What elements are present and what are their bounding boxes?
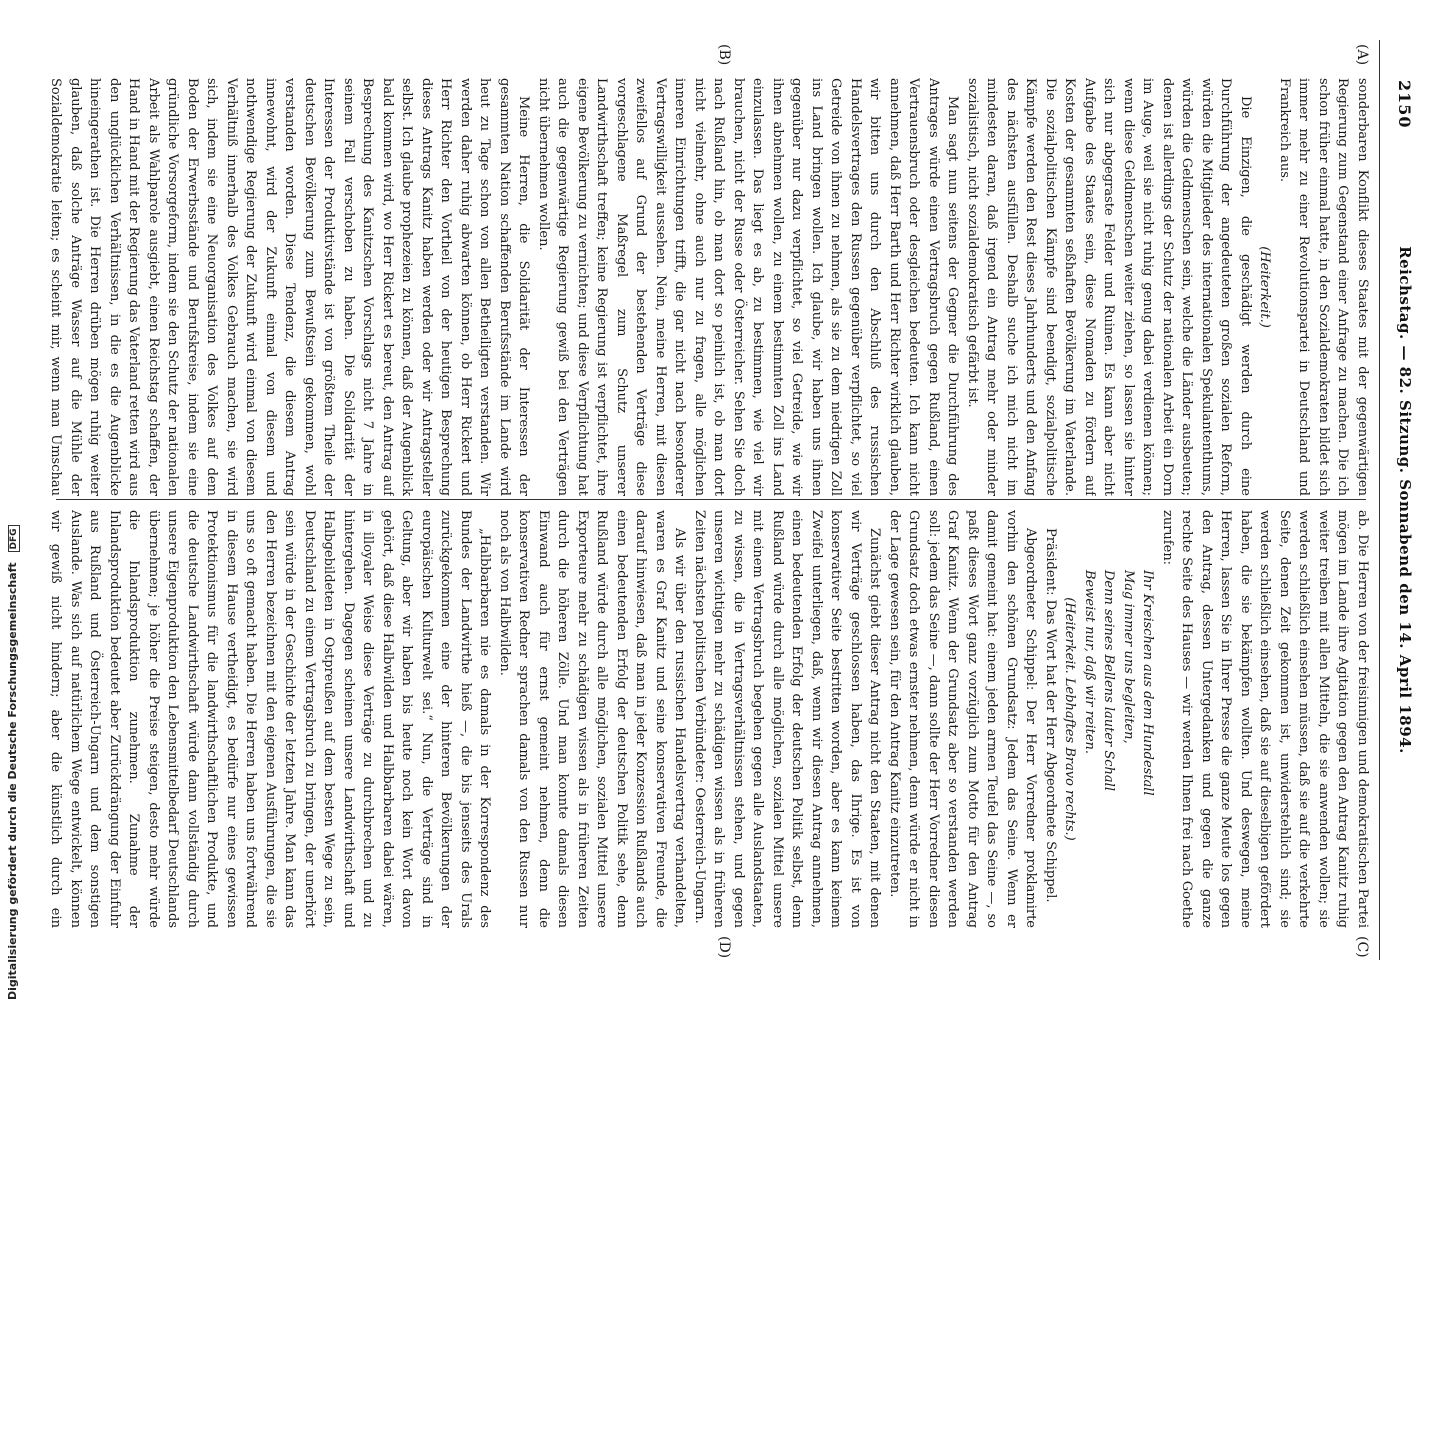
margin-letter-b: (B) (716, 44, 732, 66)
margin-letter-c: (C) (1354, 936, 1370, 958)
paragraph: ab. Die Herren von der freisinnigen und demokratischen Partei mögen im Lande ihre Agitation gegen den Antrag Kanitz ruhig weiter treiben mit allen Mitteln, die sie anwenden wollen; sie werden schließlich einsehen müssen, daß sie auf die verkehrte Seite, denen Zeit gekommen ist, unwiderstehlich sind; sie werden schließlich einsehen, daß sie auf dieselbigen gefördert haben, die sie bekämpfen wollten. Und deswegen, meine Herren, lassen Sie in Ihrer Presse die ganze Meute los gegen den Antrag, dessen Untergedanken und gegen die ganze rechte Seite des Hauses — wir werden Ihnen frei nach Goethe zurufen: (1160, 510, 1370, 928)
paragraph: Die Einzigen, die geschädigt werden durch eine Durchführung der angedeuteten großen sozialen Reform, würden die Mitglieder des internationalen Spekulantenthums, würden die Geldmenschen sein, welche die Länder ausbeuten; denen ist allerdings der Schutz der nationalen Arbeit ein Dorn im Auge, weil sie nicht ruhig genug dabei verdienen können; wenn diese Geldmenschen weiter ziehen, so lassen sie hinter sich nur abgegraste Felder und Ruinen. Es kann aber nicht Aufgabe des Staates sein, diese Nomaden zu fördern auf Kosten der gesammten seßhaften Bevölkerung im Vaterlande. Die sozialpolitischen Kämpfe sind beendigt, sozialpolitische Kämpfe werden den Rest dieses Jahrhunderts und den Anfang des nächsten ausfüllen. Deshalb suche ich mich nicht im mindesten daran, daß irgend ein Antrag mehr oder minder sozialistisch, nicht sozialdemokratisch gefärbt ist. (965, 78, 1253, 496)
page-header (1390, 40, 1424, 960)
paragraph: Zunächst giebt dieser Antrag nicht den Staaten, mit denen wir Verträge geschlossen haben, das Ihrige. Es ist von konservativer Seite bestritten worden, aber es kann keinem Zweifel unterliegen, daß, wenn wir diesen Antrag annehmen, einen bedeutenden Erfolg der deutschen Politik selbst, denn Rußland würde durch alle möglichen, sozialen Mittel unsere mit einem Vertragsbruch begehen gegen alle Auslandstaaten, zu wissen, die in Vertragsverhältnissen stehen, und gegen unseren wichtigen mehr zu schädigen wissen als in früheren Zeiten nächsten politischen Verbündeter: Oesterreich-Ungarn. (692, 510, 883, 928)
stage-direction: (Heiterkeit.) (1257, 246, 1273, 328)
speaker-paragraph: Abgeordneter Schippel: Der Herr Vorredner proklamirte vorhin den schönen Grundsatz: Jedem das Seine. Wenn er damit gemeint hat: einem jeden armen Teufel das Seine —, so paßt dieses Wort ganz vorzüglich zum Motto für den Antrag Graf Kanitz. Wenn der Grundsatz aber so verstanden werden soll: jedem das Seine —, dann sollte der Herr Vorredner diesen Grundsatz doch etwas ernster nehmen, denn würde er nicht in der Lage gewesen sein, für den Antrag Kanitz einzutreten. (887, 510, 1039, 928)
paragraph: „Halbbarbaren nie es damals in der Korrespondenz des Bundes der Landwirthe hieß —, die bis jenseits des Urals zurückgekommen eine der hinteren Bevölkerungen der europäischen Kulturwelt sei.“ Nun, die Verträge sind in Geltung, aber wir haben bis heute noch kein Wort davon gehört, daß diese Halbwilden und Halbbarbaren dabei wären, in illoyaler Weise diese Verträge zu durchbrechen und zu hintergehen. Dagegen scheinen unsere Landwirthschaft und Halbgebildeten in Ostpreußen auf dem besten Wege zu sein, Deutschland zu einem Vertragsbruch zu bringen, der unerhört sein würde in der Geschichte der letzten Jahre. Man kann das den Herren bezeichnen mit den eigenen Ausführungen, die sie uns so oft gemacht haben. Die Herren haben uns fortwährend in diesem Hause vertheidigt, es bedürfe nur eines gewissen Protektionismus für die landwirthschaftlichen Produkte, und die deutsche Landwirthschaft würde dann vollständig durch unsere Eigenproduktion den Lebensmittelbedarf Deutschlands übernehmen; je höher die Preise steigen, desto mehr würde die Inlandsproduktion zunehmen. Zunahme der Inlandsproduktion bedeutet aber Zurückdrängung der Einfuhr aus Rußland und Österreich-Ungarn und dem sonstigen Auslande. Was sich auf natürlichem Wege entwickelt, können wir gewiß nicht hindern; aber die künstlich durch ein (48, 510, 493, 928)
credit-text: Digitalisierung gefördert durch die Deutsche Forschungsgemeinschaft (6, 562, 19, 1000)
speaker-paragraph: Präsident: Das Wort hat der Herr Abgeordnete Schippel. (1043, 528, 1058, 903)
paragraph: Meine Herren, die Solidarität der Interessen der gesammten Nation schaffenden Berufsstände im Lande wird heut zu Tage schon von allen Betheiligten verstanden. Wir werden daher ruhig abwarten können, ob Herr Rickert und Herr Richter den Vortheil von der heutigen Besprechung dieses Antrags Kanitz haben werden oder wir Antragsteller selbst. Ich glaube prophezeien zu können, daß der Augenblick bald kommen wird, wo Herr Rickert es bereut, den Antrag auf Besprechung des Kanitzschen Vorschlags nicht 7 Jahre in seinem Fall verschoben zu haben. Die Solidarität der Interessen der Produktivstände ist von größtem Theile der deutschen Bevölkerung zum Bewußtsein gekommen, wohl verstanden worden. Diese Tendenz, die diesem Antrag innewohnt, wird der Zukunft einmal von diesem und nothwendige Regierung der Zukunft wird einmal von diesem Verhältniß innerhalb des Volkes Gebrauch machen, sie wird sich, indem sie eine Neuorganisation des Volkes auf dem Boden der Erwerbsstände und Berufskreise, indem sie eine gründliche Vorsorgeform, indem sie den Schutz der nationalen Arbeit als Wahlparole ausgiebt, einen Reichstag schaffen, der Hand in Hand mit der Regierung das Vaterland retten wird aus den unglücklichen Verhältnissen, in die es die Augenblicke hineingerathen ist. Die Herren drüben mögen ruhig weiter glauben, daß solche Anträge Wasser auf die Mühle der Sozialdemokratie leiten; es scheint mir, wenn man Umschau (48, 78, 532, 496)
verse-line: Ihr Kreischen aus dem Hundestall (1140, 570, 1156, 796)
paragraph: Als wir über den russischen Handelsvertrag verhandelten, waren es Graf Kanitz und seine konservativen Freunde, die darauf hinwiesen, daß man in jeder Konzession Rußlands auch einen bedeutenden Erfolg der deutschen Politik sehe, denn Rußland würde durch alle möglichen, sozialen Mittel unsere Exporteure mehr zu schädigen wissen als in früheren Zeiten durch die höheren Zölle. Und man konnte damals diesen Einwand auch für ernst gemeint nehmen, denn die konservativen Redner sprachen damals von den Russen nur noch als von Halbwilden. (497, 510, 688, 928)
verse-line: Beweist nur, daß wir reiten. (1082, 570, 1097, 755)
stage-direction: (Heiterkeit. Lebhaftes Bravo rechts.) (1062, 597, 1078, 841)
credit-text-wrapper (6, 528, 22, 1000)
running-head: Reichstag. — 82. Sitzung. Sonnabend den 14. April 1894. (1396, 246, 1414, 754)
verse-line: Denn seines Bellens lauter Schall (1101, 570, 1117, 791)
margin-letter-a: (A) (1354, 44, 1370, 66)
verse-line: Mag immer uns begleiten, (1121, 570, 1136, 744)
paragraph: Man sagt nun seitens der Gegner die Durchführung des Antrages würde einen Vertragsbruch gegen Rußland, einen Vertrauensbruch oder desgleichen bedeuten. Ich kann nicht annehmen, daß Herr Barth und Herr Richter wirklich glauben, wir bitten uns durch den Abschluß des russischen Handelsvertrages den Russen gegenüber verpflichtet, so viel Getreide von ihnen zu nehmen, als sie zu dem niedrigen Zoll ins Land bringen wollen. Ich glaube, wir haben uns ihnen gegenüber nur dazu verpflichtet, so viel Getreide, wie wir ihnen abnehmen wollen, zu einem bestimmten Zoll ins Land einzulassen. Das liegt es ab, zu bestimmen, wie viel wir brauchen, nicht der Russe oder Österreicher. Sehen Sie doch nach Rußland hin, ob man dort so peinlich ist, ob man dort nicht vielmehr, ohne auch nur zu fragen, alle möglichen inneren Einrichtungen trifft, die gar nicht nach besonderer Vertragswilligkeit aussehen. Nein, meine Herren, mit diesen zweifellos auf Grund der bestehenden Verträge diese vorgeschlagene Maßregel zum Schutz unserer Landwirthschaft treffen; keine Regierung ist verpflichtet, ihre eigene Bevölkerung zu vernichten; und diese Verpflichtung hat auch die gegenwärtige Regierung gewiß bei den Verträgen nicht übernehmen wollen. (536, 78, 961, 496)
dfg-logo: DFG (8, 525, 20, 552)
margin-letter-d: (D) (716, 936, 732, 959)
paragraph: sonderbaren Konflikt dieses Staates mit der gegenwärtigen Regierung zum Gegenstand einer Anfrage zu machen. Die ich schon früher einmal hatte, in den Sozialdemokraten bildet sich immer mehr zu einer Revolutionspartei in Deutschland und Frankreich aus. (1277, 78, 1370, 496)
header-rule (1379, 40, 1380, 960)
page-number: 2150 (1395, 80, 1414, 129)
